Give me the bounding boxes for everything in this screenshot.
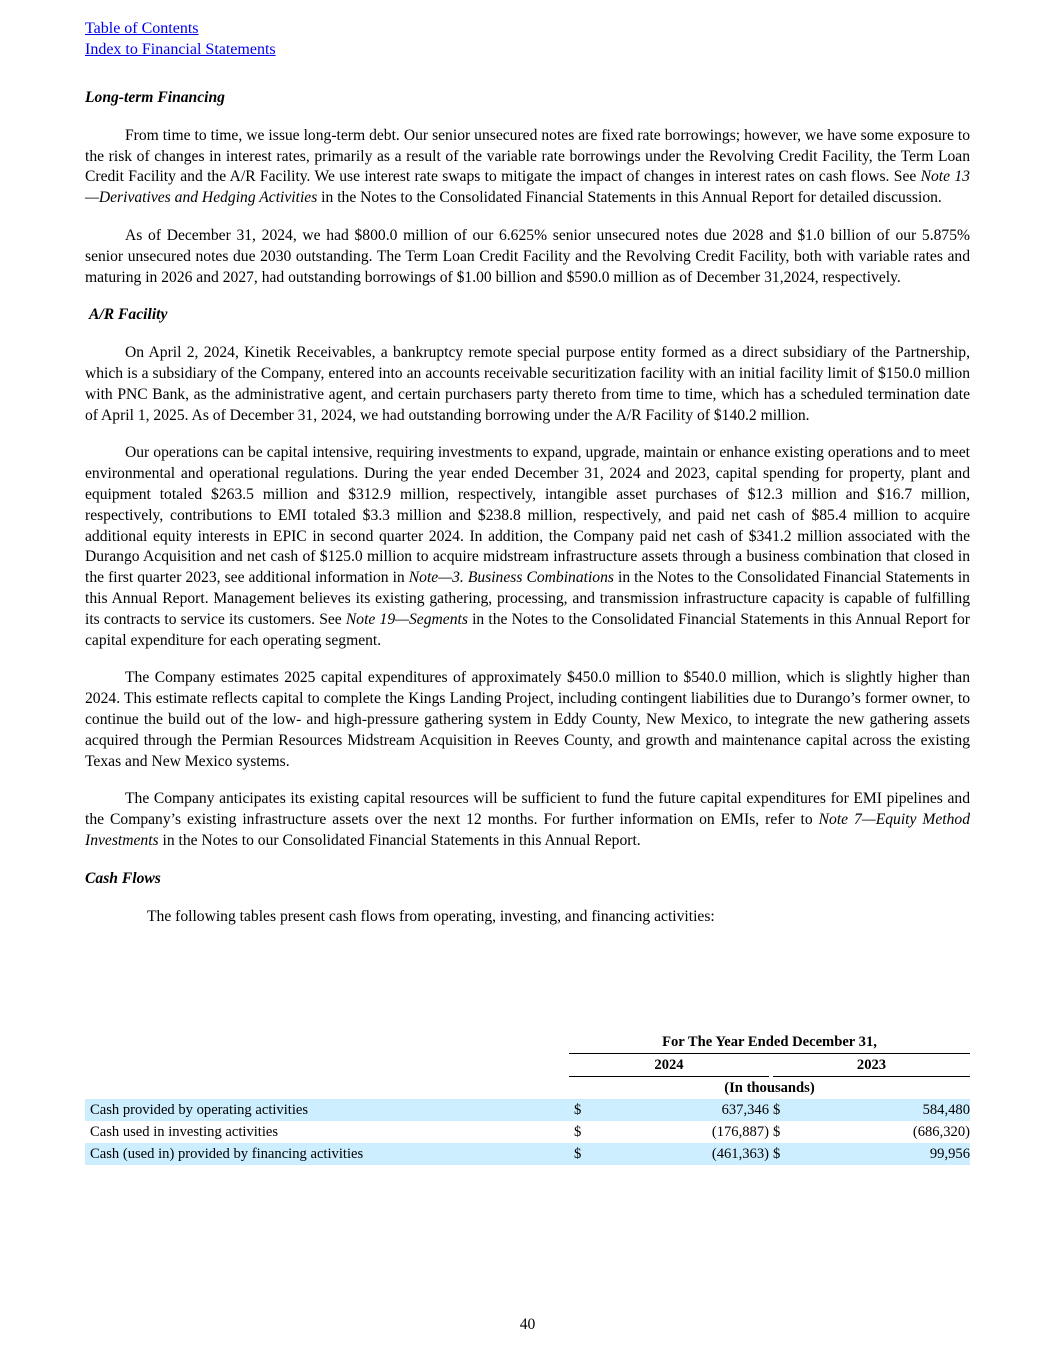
currency-symbol: $ (574, 1124, 582, 1140)
text: From time to time, we issue long-term debt. Our senior unsecured notes are fixed rate borrowings; however, we have some exposure to the risk of changes in interest rates, primarily as a result of the variable rate borrowings under the Revolving Credit Facility, the Term Loan Credit Facility and the A/R Facility. We use interest rate swaps to mitigate the impact of changes in interest rates on cash flows. See (85, 126, 970, 186)
note-reference: Note 13—Derivatives and Hedging Activities (85, 168, 970, 207)
period-header: For The Year Ended December 31, (569, 1031, 970, 1054)
value-2024: (461,363) (587, 1143, 769, 1165)
units-label: (In thousands) (724, 1080, 815, 1096)
paragraph-capital-resources (85, 789, 970, 851)
table-header-units (85, 1077, 970, 1100)
row-label: Cash (used in) provided by financing activities (85, 1143, 569, 1165)
currency-symbol: $ (569, 1143, 587, 1165)
year-2024-header: 2024 (569, 1054, 769, 1077)
text: The Company anticipates its existing capital resources will be sufficient to fund the future capital expenditures for EMI pipelines and the Company’s existing infrastructure assets over the next 12 months. For further information on EMIs, refer to (85, 790, 970, 829)
text: in the Notes to the Consolidated Financial Statements in this Annual Report for capital expenditure for each operating segment. (85, 610, 970, 649)
paragraph-cash-flows-intro: The following tables present cash flows from operating, investing, and financing activities: (147, 907, 715, 925)
currency-symbol: $ (773, 1124, 781, 1140)
value-2023: (686,320) (912, 1124, 970, 1140)
value-2023: 584,480 (791, 1099, 970, 1121)
currency-symbol: $ (569, 1099, 587, 1121)
table-row (85, 1099, 970, 1121)
paragraph-ar-facility: On April 2, 2024, Kinetik Receivables, a bankruptcy remote special purpose entity formed as a direct subsidiary of the Partnership, which is a subsidiary of the Company, entered into an accounts receivable securitization facility with an initial facility limit of $150.0 million with PNC Bank, as the administrative agent, and certain purchasers party thereto from time to time, which has a scheduled termination date of April 1, 2025. As of December 31, 2024, we had outstanding borrowing under the A/R Facility of $140.2 million. (85, 344, 970, 424)
value-2024: (176,887) (711, 1124, 769, 1140)
text: Our operations can be capital intensive, requiring investments to expand, upgrade, maintain or enhance existing operations and to meet environmental and operational regulations. During the year ended December 31, 2024 and 2023, capital spending for property, plant and equipment totaled $263.5 million and $312.9 million, respectively, intangible asset purchases of $12.3 million and $16.7 million, respectively, contributions to EMI totaled $3.3 million and $238.8 million, respectively, and paid net cash of $85.4 million to acquire additional equity interests in EPIC in second quarter 2024. In addition, the Company paid net cash of $341.2 million associated with the Durango Acquisition and net cash of $125.0 million to acquire midstream infrastructure assets through a business combination that closed in the first quarter 2023, see additional information in (85, 444, 970, 587)
index-to-financial-statements-link[interactable]: Index to Financial Statements (85, 40, 276, 58)
table-header-years (85, 1054, 970, 1077)
note-reference: Note—3. Business Combinations (408, 569, 614, 587)
currency-symbol: $ (773, 1099, 791, 1121)
table-header-period (85, 1031, 970, 1054)
note-reference: Note 7—Equity Method Investments (85, 811, 971, 849)
document-page (85, 19, 970, 927)
currency-symbol: $ (773, 1143, 791, 1165)
paragraph-long-term-debt (85, 126, 970, 209)
paragraph-capital-spending (85, 443, 970, 651)
row-label: Cash used in investing activities (90, 1124, 279, 1140)
year-2023-header: 2023 (773, 1054, 970, 1077)
heading-long-term-financing: Long-term Financing (85, 89, 225, 106)
table-of-contents-link[interactable]: Table of Contents (85, 20, 199, 37)
text: in the Notes to our Consolidated Financial Statements in this Annual Report. (158, 831, 641, 849)
row-label: Cash provided by operating activities (85, 1099, 569, 1121)
paragraph-capex-estimate: The Company estimates 2025 capital expenditures of approximately $450.0 million to $540.0 million, which is slightly higher than 2024. This estimate reflects capital to complete the Kings Landing Project, including contingent liabilities due to Durango’s former owner, to continue the build out of the low- and high-pressure gathering system in Eddy County, New Mexico, to integrate the new gathering assets acquired through the Permian Resources Midstream Acquisition in Reeves County, and growth and maintenance capital across the existing Texas and New Mexico systems. (85, 669, 970, 770)
table-row (85, 1121, 970, 1143)
text: in the Notes to the Consolidated Financial Statements in this Annual Report. Management believes its existing gathering, processing, and transmission infrastructure capacity is capable of fulfilling its contracts to service its customers. See (85, 569, 970, 628)
page-number: 40 (519, 1316, 536, 1333)
value-2024: 637,346 (587, 1099, 769, 1121)
heading-ar-facility: A/R Facility (89, 306, 168, 324)
heading-cash-flows: Cash Flows (85, 869, 161, 887)
value-2023: 99,956 (791, 1143, 970, 1165)
table-row (85, 1143, 970, 1165)
note-reference: Note 19—Segments (345, 610, 468, 628)
text: in the Notes to the Consolidated Financial Statements in this Annual Report for detailed discussion. (317, 189, 942, 207)
paragraph-senior-notes: As of December 31, 2024, we had $800.0 million of our 6.625% senior unsecured notes due 2028 and $1.0 billion of our 5.875% senior unsecured notes due 2030 outstanding. The Term Loan Credit Facility and the Revolving Credit Facility, both with variable rates and maturing in 2026 and 2027, had outstanding borrowings of $1.00 billion and $590.0 million as of December 31,2024, respectively. (85, 226, 970, 286)
cash-flows-table (85, 1031, 970, 1165)
